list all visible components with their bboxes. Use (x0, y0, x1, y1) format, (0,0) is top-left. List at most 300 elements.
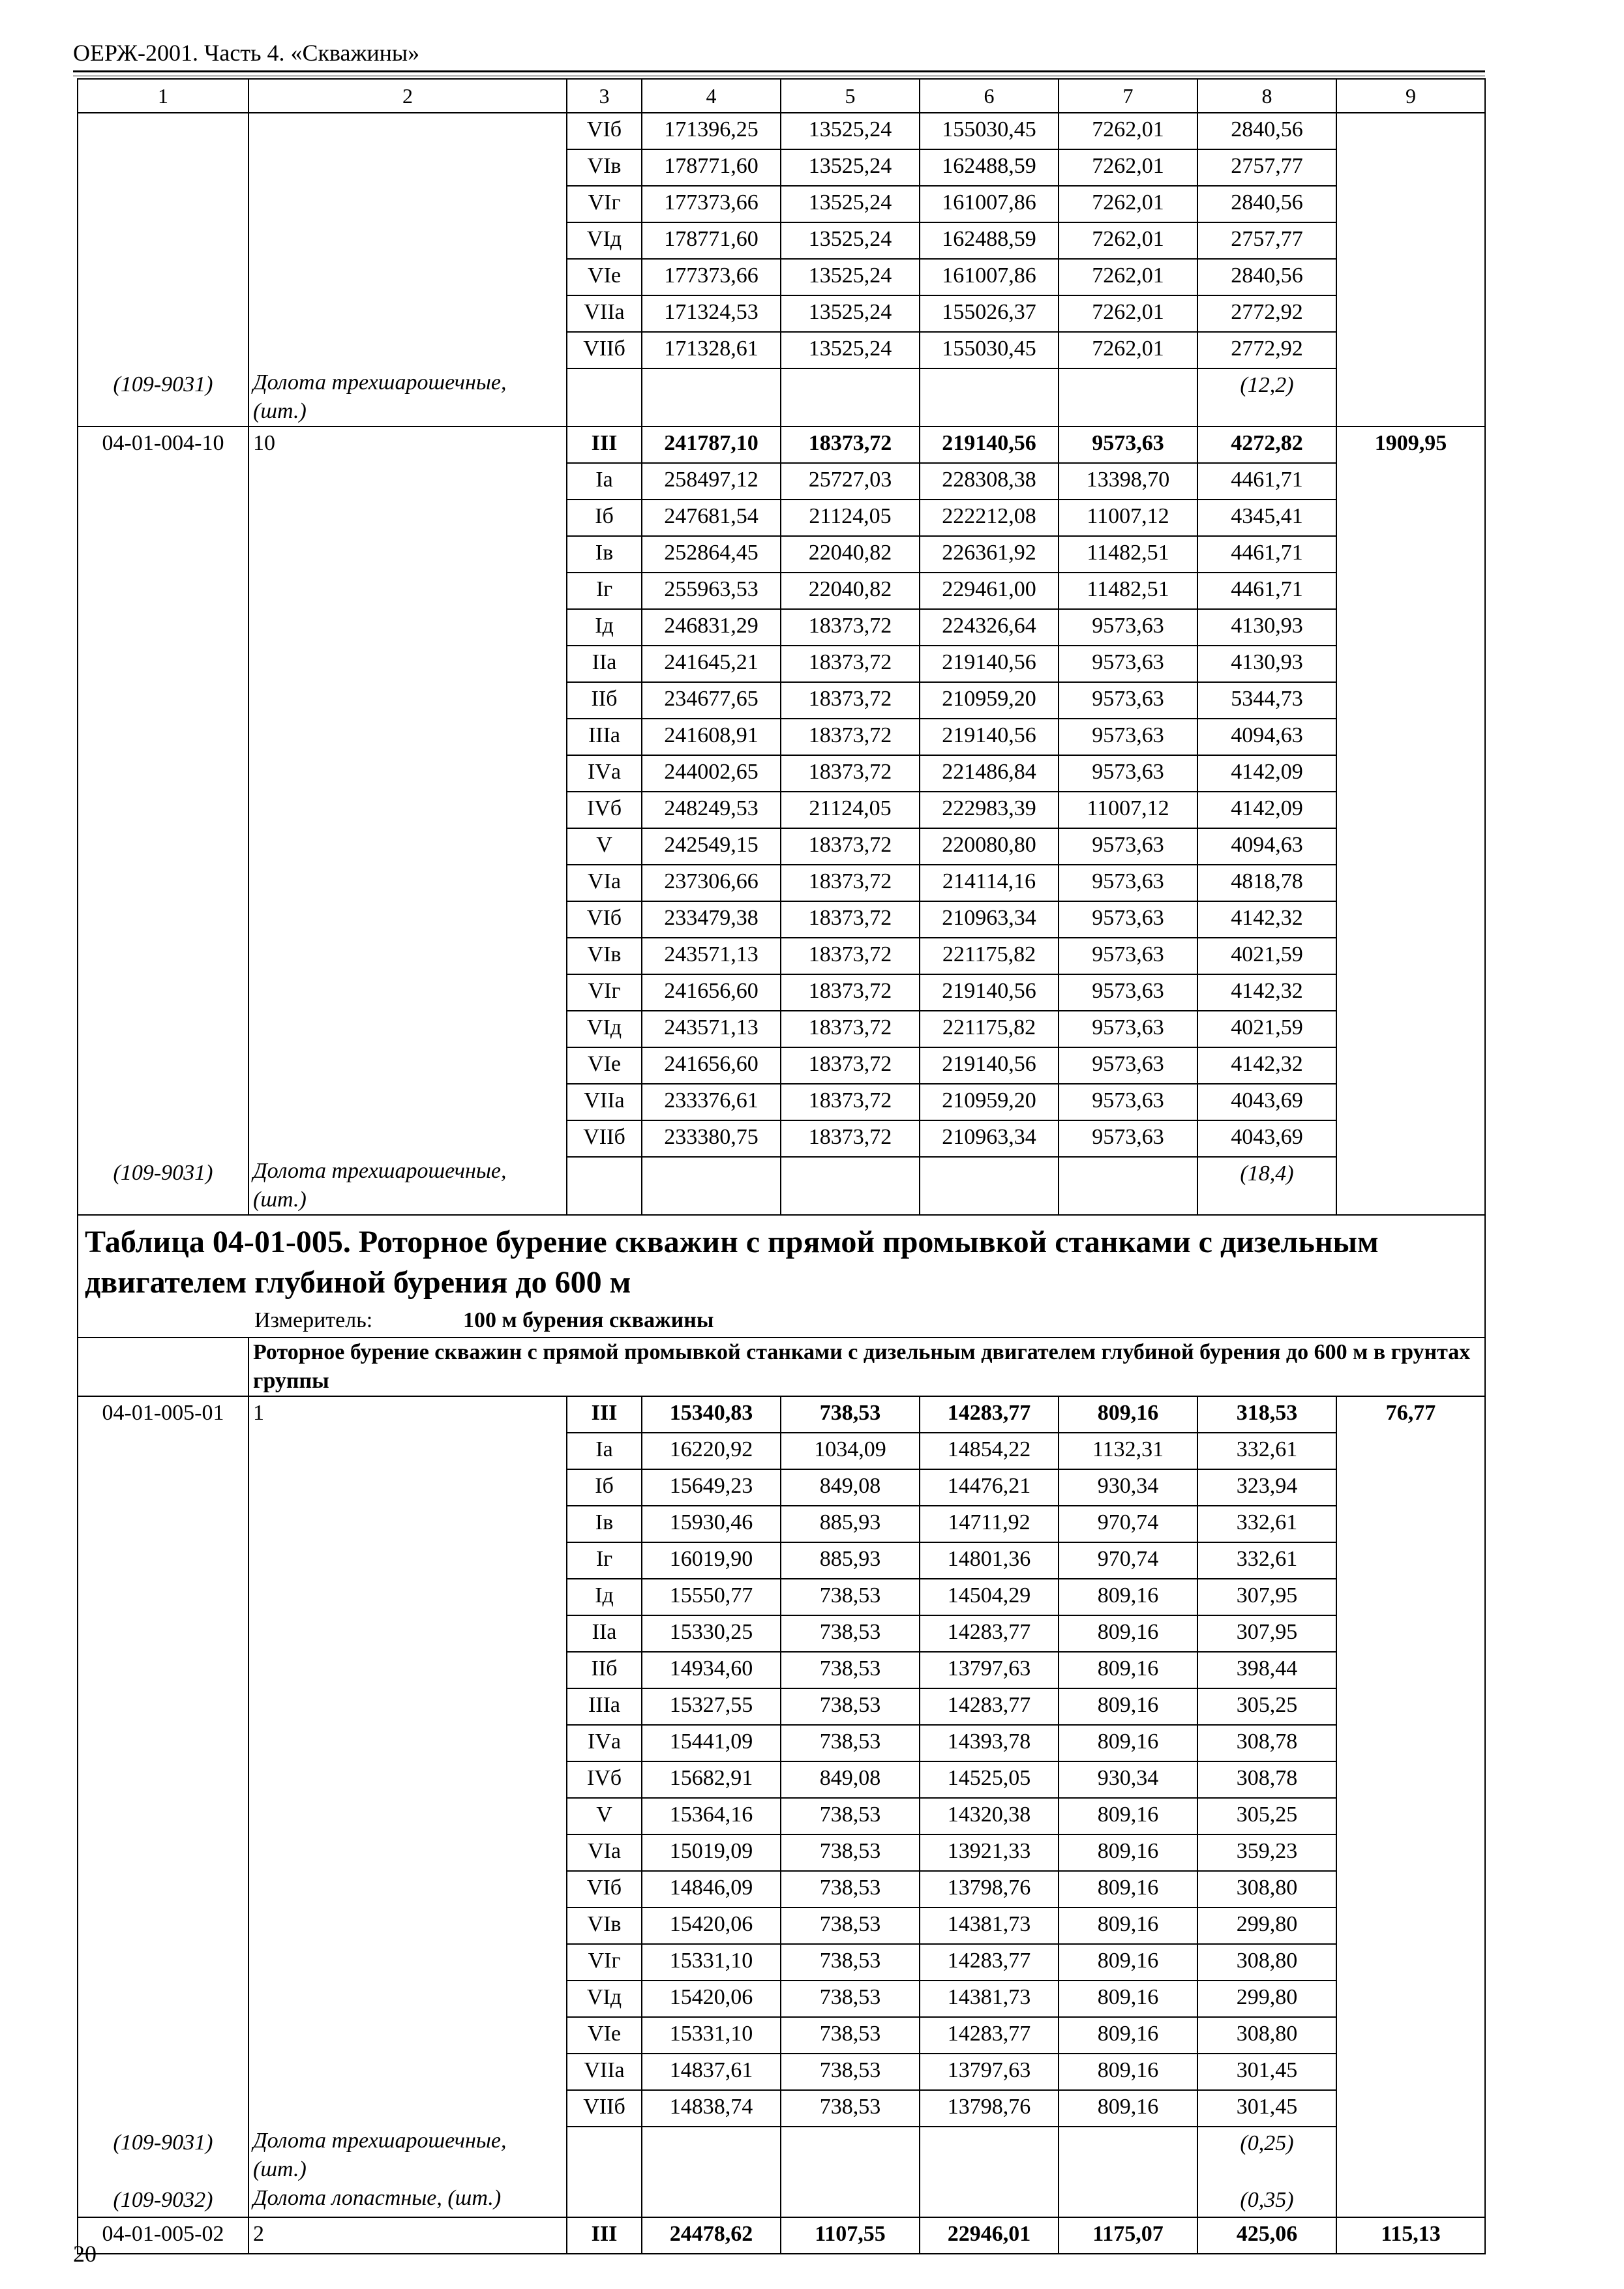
soil-category: VIе (567, 2017, 642, 2054)
table-row (78, 865, 1485, 901)
column-9-value (1336, 792, 1485, 828)
rate-code (78, 332, 248, 368)
rate-code (78, 1871, 248, 1908)
value-cell: 18373,72 (781, 901, 920, 938)
material-row (78, 1157, 1485, 1215)
table-row (78, 1396, 1485, 1433)
value-cell: 9573,63 (1059, 1084, 1197, 1120)
column-number: 6 (920, 79, 1059, 113)
table-cell (567, 1157, 642, 1215)
rate-number (248, 463, 567, 500)
rate-code (78, 2054, 248, 2090)
column-9-value (1336, 1579, 1485, 1615)
value-cell: 15330,25 (642, 1615, 781, 1652)
table-cell (781, 1157, 920, 1215)
value-cell: 809,16 (1059, 2017, 1197, 2054)
rate-number (248, 1120, 567, 1157)
value-cell: 224326,64 (920, 609, 1059, 646)
column-9-value (1336, 1011, 1485, 1047)
rate-number (248, 2017, 567, 2054)
value-cell: 9573,63 (1059, 1047, 1197, 1084)
table-cell (567, 368, 642, 426)
column-9-value (1336, 295, 1485, 332)
rate-code (78, 1725, 248, 1761)
value-cell: 2757,77 (1197, 222, 1336, 259)
soil-category: V (567, 828, 642, 865)
table-row (78, 719, 1485, 755)
material-quantity: (0,25) (1197, 2127, 1336, 2184)
value-cell: 221486,84 (920, 755, 1059, 792)
table-cell (642, 1157, 781, 1215)
table-row (78, 1506, 1485, 1542)
value-cell: 398,44 (1197, 1652, 1336, 1688)
rate-number (248, 1981, 567, 2017)
value-cell: 161007,86 (920, 259, 1059, 295)
table-row (78, 573, 1485, 609)
value-cell: 178771,60 (642, 222, 781, 259)
rate-number (248, 901, 567, 938)
soil-category: III (567, 2217, 642, 2254)
rate-code (78, 974, 248, 1011)
value-cell: 332,61 (1197, 1542, 1336, 1579)
rate-code (78, 1834, 248, 1871)
rate-number (248, 755, 567, 792)
value-cell: 24478,62 (642, 2217, 781, 2254)
value-cell: 15327,55 (642, 1688, 781, 1725)
soil-category: Iв (567, 536, 642, 573)
value-cell: 14381,73 (920, 1981, 1059, 2017)
value-cell: 7262,01 (1059, 113, 1197, 149)
rate-number (248, 332, 567, 368)
value-cell: 738,53 (781, 2017, 920, 2054)
rate-code (78, 149, 248, 186)
rate-code (78, 1084, 248, 1120)
table-row (78, 828, 1485, 865)
soil-category: IVа (567, 755, 642, 792)
value-cell: 1034,09 (781, 1433, 920, 1469)
value-cell: 299,80 (1197, 1908, 1336, 1944)
rate-code (78, 1506, 248, 1542)
value-cell: 9573,63 (1059, 828, 1197, 865)
value-cell: 809,16 (1059, 1944, 1197, 1981)
soil-category: IIа (567, 646, 642, 682)
value-cell: 155026,37 (920, 295, 1059, 332)
rate-number (248, 828, 567, 865)
column-9-value: 115,13 (1336, 2217, 1485, 2254)
rate-number (248, 1761, 567, 1798)
value-cell: 2772,92 (1197, 295, 1336, 332)
material-name: Долота трехшарошечные, (шт.) (248, 1157, 567, 1215)
section-description: Роторное бурение скважин с прямой промывкой станками с дизельным двигателем глубиной бурения до 600 м в грунтах группы (248, 1338, 1485, 1396)
value-cell: 14283,77 (920, 1396, 1059, 1433)
column-9-value (1336, 536, 1485, 573)
column-number-row (78, 79, 1485, 113)
table-row (78, 755, 1485, 792)
soil-category: VIа (567, 865, 642, 901)
rate-code (78, 828, 248, 865)
table-row (78, 1688, 1485, 1725)
material-row (78, 368, 1485, 426)
value-cell: 323,94 (1197, 1469, 1336, 1506)
column-9-value (1336, 1944, 1485, 1981)
table-row (78, 1761, 1485, 1798)
column-9-value (1336, 1981, 1485, 2017)
column-number: 9 (1336, 79, 1485, 113)
table-row (78, 1834, 1485, 1871)
rate-number (248, 1944, 567, 1981)
table-cell (1336, 2127, 1485, 2184)
measure-row (78, 1304, 1485, 1338)
column-9-value (1336, 2090, 1485, 2127)
value-cell: 738,53 (781, 1834, 920, 1871)
rate-number (248, 1652, 567, 1688)
soil-category: Iа (567, 1433, 642, 1469)
table-row (78, 1011, 1485, 1047)
value-cell: 13798,76 (920, 1871, 1059, 1908)
value-cell: 9573,63 (1059, 1011, 1197, 1047)
rate-number (248, 186, 567, 222)
soil-category: IIа (567, 1615, 642, 1652)
value-cell: 210963,34 (920, 901, 1059, 938)
rate-number (248, 1725, 567, 1761)
value-cell: 11482,51 (1059, 536, 1197, 573)
soil-category: Iб (567, 500, 642, 536)
value-cell: 14838,74 (642, 2090, 781, 2127)
value-cell: 2757,77 (1197, 149, 1336, 186)
rate-code (78, 1944, 248, 1981)
rate-code (78, 573, 248, 609)
value-cell: 11482,51 (1059, 573, 1197, 609)
soil-category: Iг (567, 1542, 642, 1579)
value-cell: 809,16 (1059, 1908, 1197, 1944)
rate-number (248, 500, 567, 536)
table-cell (781, 2127, 920, 2184)
value-cell: 214114,16 (920, 865, 1059, 901)
value-cell: 255963,53 (642, 573, 781, 609)
rate-code (78, 463, 248, 500)
rate-code (78, 1579, 248, 1615)
value-cell: 809,16 (1059, 1798, 1197, 1834)
value-cell: 22040,82 (781, 536, 920, 573)
rate-code (78, 259, 248, 295)
table-cell (1059, 2184, 1197, 2217)
header-rule (73, 70, 1485, 72)
value-cell: 885,93 (781, 1506, 920, 1542)
section-title-row (78, 1215, 1485, 1304)
column-9-value (1336, 1871, 1485, 1908)
value-cell: 9573,63 (1059, 682, 1197, 719)
value-cell: 14846,09 (642, 1871, 781, 1908)
material-code: (109-9031) (78, 1157, 248, 1215)
value-cell: 425,06 (1197, 2217, 1336, 2254)
rate-number (248, 1506, 567, 1542)
soil-category: IVа (567, 1725, 642, 1761)
rate-number (248, 113, 567, 149)
table-row (78, 792, 1485, 828)
value-cell: 247681,54 (642, 500, 781, 536)
value-cell: 7262,01 (1059, 295, 1197, 332)
table-cell (920, 1157, 1059, 1215)
value-cell: 809,16 (1059, 2054, 1197, 2090)
value-cell: 308,80 (1197, 1944, 1336, 1981)
soil-category: VIIа (567, 1084, 642, 1120)
value-cell: 15420,06 (642, 1908, 781, 1944)
value-cell: 809,16 (1059, 1652, 1197, 1688)
column-number: 8 (1197, 79, 1336, 113)
soil-category: VIIб (567, 2090, 642, 2127)
rate-number (248, 222, 567, 259)
value-cell: 11007,12 (1059, 792, 1197, 828)
rate-number (248, 573, 567, 609)
material-quantity: (0,35) (1197, 2184, 1336, 2217)
value-cell: 16019,90 (642, 1542, 781, 1579)
soil-category: IVб (567, 792, 642, 828)
column-9-value (1336, 1433, 1485, 1469)
rate-code (78, 536, 248, 573)
rate-code (78, 500, 248, 536)
table-row (78, 500, 1485, 536)
soil-category: VIв (567, 1908, 642, 1944)
value-cell: 7262,01 (1059, 332, 1197, 368)
rate-number (248, 792, 567, 828)
column-9-value (1336, 113, 1485, 149)
rate-code (78, 2090, 248, 2127)
value-cell: 4461,71 (1197, 536, 1336, 573)
rate-code (78, 113, 248, 149)
value-cell: 9573,63 (1059, 865, 1197, 901)
table-row (78, 1871, 1485, 1908)
soil-category: IIIа (567, 719, 642, 755)
column-9-value (1336, 1120, 1485, 1157)
value-cell: 22946,01 (920, 2217, 1059, 2254)
value-cell: 13797,63 (920, 2054, 1059, 2090)
value-cell: 14283,77 (920, 1944, 1059, 1981)
soil-category: VIд (567, 1011, 642, 1047)
column-9-value (1336, 974, 1485, 1011)
value-cell: 809,16 (1059, 1579, 1197, 1615)
value-cell: 13525,24 (781, 222, 920, 259)
rate-number (248, 1871, 567, 1908)
value-cell: 18373,72 (781, 1120, 920, 1157)
value-cell: 219140,56 (920, 1047, 1059, 1084)
rate-code (78, 1908, 248, 1944)
value-cell: 4272,82 (1197, 426, 1336, 463)
rate-number (248, 2054, 567, 2090)
value-cell: 4818,78 (1197, 865, 1336, 901)
material-quantity: (12,2) (1197, 368, 1336, 426)
soil-category: VIг (567, 186, 642, 222)
value-cell: 738,53 (781, 1981, 920, 2017)
rate-code (78, 1615, 248, 1652)
rate-number (248, 1908, 567, 1944)
value-cell: 241656,60 (642, 974, 781, 1011)
table-row (78, 974, 1485, 1011)
value-cell: 222212,08 (920, 500, 1059, 536)
rate-code (78, 646, 248, 682)
column-number: 1 (78, 79, 248, 113)
value-cell: 305,25 (1197, 1798, 1336, 1834)
value-cell: 15441,09 (642, 1725, 781, 1761)
table-row (78, 1725, 1485, 1761)
value-cell: 21124,05 (781, 792, 920, 828)
table-row (78, 682, 1485, 719)
value-cell: 177373,66 (642, 186, 781, 222)
value-cell: 18373,72 (781, 1084, 920, 1120)
value-cell: 7262,01 (1059, 186, 1197, 222)
rate-number (248, 609, 567, 646)
value-cell: 14283,77 (920, 1688, 1059, 1725)
table-row (78, 1798, 1485, 1834)
value-cell: 9573,63 (1059, 755, 1197, 792)
value-cell: 13525,24 (781, 186, 920, 222)
table-row (78, 1433, 1485, 1469)
value-cell: 930,34 (1059, 1761, 1197, 1798)
rate-number (248, 536, 567, 573)
value-cell: 738,53 (781, 1579, 920, 1615)
measure-label: Измеритель: (254, 1308, 373, 1332)
soil-category: Iб (567, 1469, 642, 1506)
value-cell: 14504,29 (920, 1579, 1059, 1615)
soil-category: VIIа (567, 2054, 642, 2090)
value-cell: 15550,77 (642, 1579, 781, 1615)
value-cell: 332,61 (1197, 1506, 1336, 1542)
rate-number (248, 1047, 567, 1084)
column-9-value (1336, 573, 1485, 609)
value-cell: 332,61 (1197, 1433, 1336, 1469)
rate-number (248, 149, 567, 186)
value-cell: 13921,33 (920, 1834, 1059, 1871)
soil-category: III (567, 1396, 642, 1433)
table-row (78, 259, 1485, 295)
value-cell: 2840,56 (1197, 259, 1336, 295)
value-cell: 738,53 (781, 1396, 920, 1433)
table-row (78, 295, 1485, 332)
table-cell (642, 368, 781, 426)
value-cell: 15930,46 (642, 1506, 781, 1542)
value-cell: 9573,63 (1059, 646, 1197, 682)
table-cell (567, 2127, 642, 2184)
value-cell: 25727,03 (781, 463, 920, 500)
rate-number: 10 (248, 426, 567, 463)
value-cell: 177373,66 (642, 259, 781, 295)
value-cell: 243571,13 (642, 1011, 781, 1047)
soil-category: V (567, 1798, 642, 1834)
value-cell: 9573,63 (1059, 938, 1197, 974)
value-cell: 14283,77 (920, 1615, 1059, 1652)
value-cell: 7262,01 (1059, 259, 1197, 295)
rate-code (78, 2017, 248, 2054)
page-number: 20 (73, 2241, 97, 2267)
value-cell: 809,16 (1059, 1725, 1197, 1761)
table-cell (920, 2127, 1059, 2184)
table-title: Таблица 04-01-005. Роторное бурение скважин с прямой промывкой станками с дизельным двигателем глубиной бурения до 600 м (78, 1215, 1485, 1304)
column-9-value (1336, 1542, 1485, 1579)
soil-category: VIе (567, 259, 642, 295)
rate-number (248, 1469, 567, 1506)
soil-category: VIв (567, 938, 642, 974)
value-cell: 161007,86 (920, 186, 1059, 222)
soil-category: VIа (567, 1834, 642, 1871)
value-cell: 4142,09 (1197, 755, 1336, 792)
value-cell: 13525,24 (781, 332, 920, 368)
column-9-value (1336, 755, 1485, 792)
value-cell: 171324,53 (642, 295, 781, 332)
value-cell: 219140,56 (920, 426, 1059, 463)
value-cell: 14393,78 (920, 1725, 1059, 1761)
value-cell: 11007,12 (1059, 500, 1197, 536)
value-cell: 233380,75 (642, 1120, 781, 1157)
rate-code: 04-01-005-01 (78, 1396, 248, 1433)
table-cell (781, 368, 920, 426)
value-cell: 299,80 (1197, 1981, 1336, 2017)
column-9-value (1336, 2017, 1485, 2054)
column-9-value (1336, 1834, 1485, 1871)
value-cell: 4461,71 (1197, 573, 1336, 609)
rate-code (78, 755, 248, 792)
column-9-value (1336, 938, 1485, 974)
column-9-value (1336, 1908, 1485, 1944)
rate-code (78, 1469, 248, 1506)
value-cell: 15340,83 (642, 1396, 781, 1433)
value-cell: 162488,59 (920, 222, 1059, 259)
rate-code (78, 295, 248, 332)
rate-number (248, 1542, 567, 1579)
value-cell: 970,74 (1059, 1542, 1197, 1579)
column-number: 5 (781, 79, 920, 113)
rate-code (78, 682, 248, 719)
soil-category: VIе (567, 1047, 642, 1084)
table-row (78, 1579, 1485, 1615)
table-cell (78, 1338, 248, 1396)
table-row (78, 1981, 1485, 2017)
soil-category: VIг (567, 974, 642, 1011)
table-cell (1336, 368, 1485, 426)
value-cell: 930,34 (1059, 1469, 1197, 1506)
soil-category: VIIа (567, 295, 642, 332)
table-row (78, 1120, 1485, 1157)
value-cell: 9573,63 (1059, 426, 1197, 463)
table-row (78, 536, 1485, 573)
value-cell: 4142,32 (1197, 1047, 1336, 1084)
table-row (78, 1047, 1485, 1084)
value-cell: 18373,72 (781, 828, 920, 865)
value-cell: 4043,69 (1197, 1084, 1336, 1120)
table-row (78, 2054, 1485, 2090)
table-row (78, 426, 1485, 463)
value-cell: 359,23 (1197, 1834, 1336, 1871)
value-cell: 2840,56 (1197, 186, 1336, 222)
column-9-value (1336, 901, 1485, 938)
rate-number (248, 295, 567, 332)
value-cell: 241656,60 (642, 1047, 781, 1084)
column-9-value: 76,77 (1336, 1396, 1485, 1433)
soil-category: VIIб (567, 1120, 642, 1157)
column-9-value (1336, 259, 1485, 295)
value-cell: 243571,13 (642, 938, 781, 974)
table-row (78, 463, 1485, 500)
rate-code (78, 222, 248, 259)
material-row (78, 2127, 1485, 2184)
value-cell: 738,53 (781, 1798, 920, 1834)
value-cell: 970,74 (1059, 1506, 1197, 1542)
value-cell: 9573,63 (1059, 901, 1197, 938)
value-cell: 15420,06 (642, 1981, 781, 2017)
soil-category: VIб (567, 113, 642, 149)
value-cell: 18373,72 (781, 426, 920, 463)
column-9-value (1336, 1761, 1485, 1798)
value-cell: 2840,56 (1197, 113, 1336, 149)
soil-category: IVб (567, 1761, 642, 1798)
